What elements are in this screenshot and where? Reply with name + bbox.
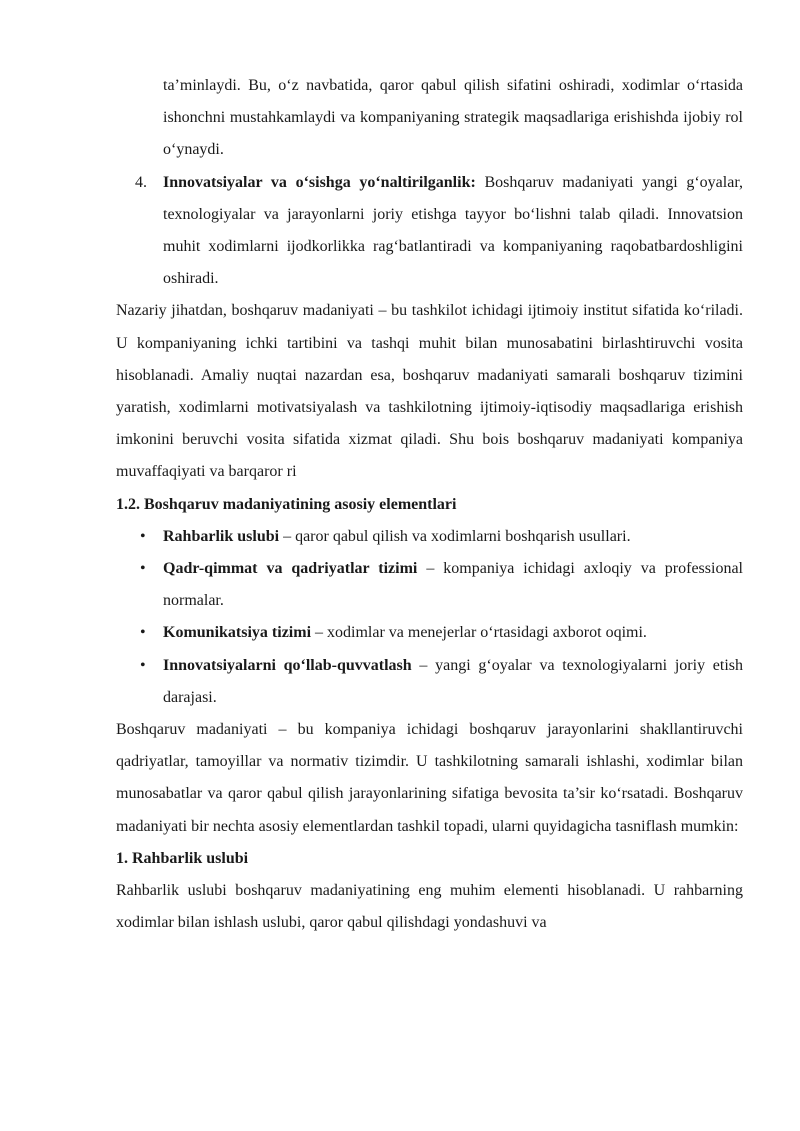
- list-item: [116, 521, 743, 553]
- list-item: [116, 617, 743, 649]
- list-item-term: Rahbarlik uslubi: [163, 527, 280, 545]
- list-item-term: Qadr-qimmat va qadriyatlar tizimi: [163, 560, 418, 578]
- list-item-text: – kompaniya ichidagi axloqiy va professional normalar.: [163, 560, 743, 610]
- section-heading: 1.2. Boshqaruv madaniyatining asosiy elementlari: [116, 495, 457, 513]
- item-title: Innovatsiyalar va o‘sishga yo‘naltirilganlik:: [163, 173, 476, 191]
- document-page: [116, 70, 743, 939]
- list-item: [116, 553, 743, 617]
- list-item-term: Innovatsiyalarni qo‘llab-quvvatlash: [163, 656, 412, 674]
- bullet-icon: •: [140, 527, 146, 545]
- body-paragraph-3: Rahbarlik uslubi boshqaruv madaniyatining eng muhim elementi hisoblanadi. U rahbarning xodimlar bilan ishlash uslubi, qaror qabul qilishdagi yondashuvi va: [116, 882, 743, 932]
- numbered-item-4: [116, 167, 743, 296]
- item-number: 4.: [135, 173, 147, 191]
- bullet-icon: •: [140, 560, 146, 578]
- bullet-icon: •: [140, 656, 146, 674]
- list-item-text: – yangi g‘oyalar va texnologiyalarni joriy etish darajasi.: [163, 656, 744, 706]
- list-item-text: – qaror qabul qilish va xodimlarni boshqarish usullari.: [279, 527, 631, 545]
- list-item: [116, 650, 743, 714]
- item-text: Boshqaruv madaniyati yangi g‘oyalar, texnologiyalar va jarayonlarni joriy etishga tayyor bo‘lishni talab qiladi. Innovatsion muhit xodimlarni ijodkorlikka rag‘batlantiradi va kompaniyaning raqobatbardoshligini oshiradi.: [163, 173, 744, 288]
- list-item-text: – xodimlar va menejerlar o‘rtasidagi axborot oqimi.: [311, 624, 647, 642]
- subheading: 1. Rahbarlik uslubi: [116, 849, 249, 867]
- list-item-term: Komunikatsiya tizimi: [163, 624, 312, 642]
- continuation-paragraph: ta’minlaydi. Bu, o‘z navbatida, qaror qabul qilish sifatini oshiradi, xodimlar o‘rtasida ishonchni mustahkamlaydi va kompaniyaning strategik maqsadlariga erishishda ijobiy rol o‘ynaydi.: [163, 77, 743, 159]
- elements-list: [116, 521, 743, 714]
- body-paragraph-2: Boshqaruv madaniyati – bu kompaniya ichidagi boshqaruv jarayonlarini shakllantiruvchi qadriyatlar, tamoyillar va normativ tizimdir. U tashkilotning samarali ishlashi, xodimlar bilan munosabatlar va qaror qabul qilish jarayonlarining sifatiga bevosita ta’sir ko‘rsatadi. Boshqaruv madaniyati bir nechta asosiy elementlardan tashkil topadi, ularni quyidagicha tasniflash mumkin:: [116, 721, 743, 835]
- body-paragraph-1: Nazariy jihatdan, boshqaruv madaniyati – bu tashkilot ichidagi ijtimoiy institut sifatida ko‘riladi. U kompaniyaning ichki tartibini va tashqi muhit bilan munosabatini birlashtiruvchi vosita hisoblanadi. Amaliy nuqtai nazardan esa, boshqaruv madaniyati samarali boshqaruv tizimini yaratish, xodimlarni motivatsiyalash va tashkilotning ijtimoiy-iqtisodiy maqsadlariga erishish imkonini beruvchi vosita sifatida xizmat qiladi. Shu bois boshqaruv madaniyati kompaniya muvaffaqiyati va barqaror ri: [116, 302, 743, 481]
- bullet-icon: •: [140, 624, 146, 642]
